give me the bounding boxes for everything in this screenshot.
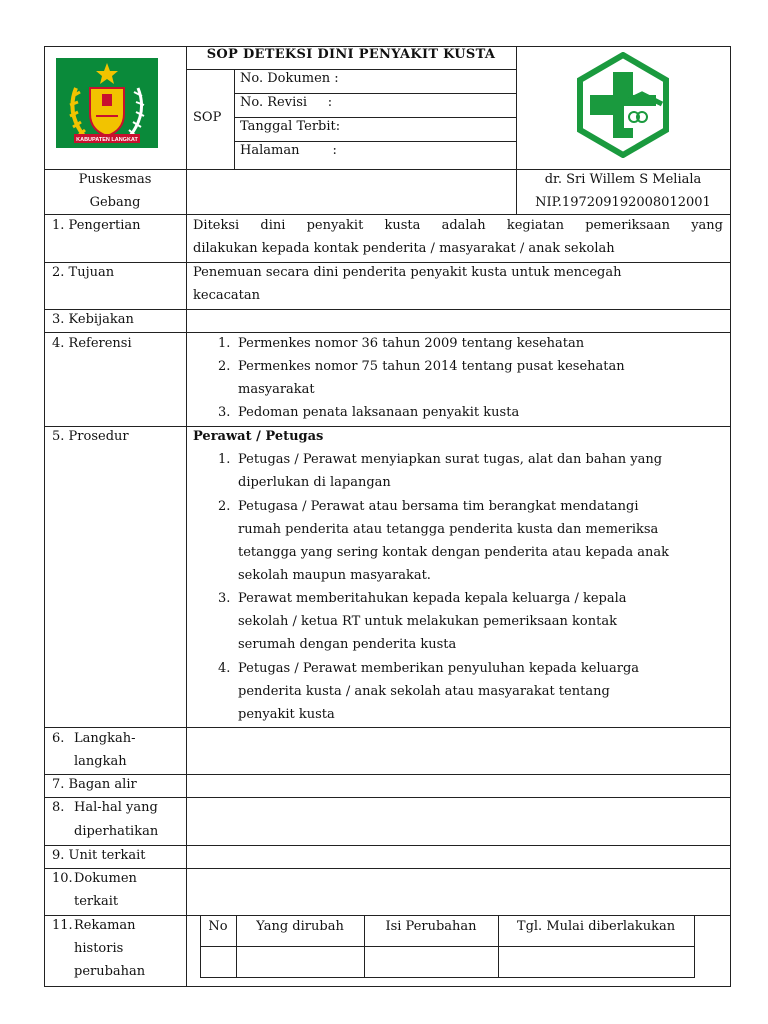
label-prosedur: 5. Prosedur <box>52 429 129 444</box>
pengertian-line1: Diteksi dini penyakit kusta adalah kegiatan pemeriksaan yang <box>193 218 723 233</box>
label-unit-terkait: 9. Unit terkait <box>52 848 146 863</box>
tujuan-line2: kecacatan <box>193 288 260 303</box>
sop-label: SOP <box>193 110 222 125</box>
referensi-item-2: Permenkes nomor 75 tahun 2014 tentang pusat kesehatan <box>238 359 625 374</box>
document-title: SOP DETEKSI DINI PENYAKIT KUSTA <box>206 47 496 62</box>
label-hal-line1: Hal-hal yang <box>74 800 158 815</box>
label-bagan-alir: 7. Bagan alir <box>52 777 137 792</box>
signer-name: dr. Sri Willem S Meliala <box>544 172 702 187</box>
prosedur-num-1: 1. <box>218 452 231 467</box>
label-dokumen-line2: terkait <box>74 894 119 909</box>
label-hal-num: 8. <box>52 800 65 815</box>
puskesmas-logo <box>576 52 670 158</box>
referensi-item-3: Pedoman penata laksanaan penyakit kusta <box>238 405 520 420</box>
meta-halaman: Halaman : <box>240 143 337 158</box>
prosedur-2-line2: rumah penderita atau tetangga penderita kusta dan memeriksa <box>238 522 659 537</box>
pengertian-line2: dilakukan kepada kontak penderita / masyarakat / anak sekolah <box>193 241 615 256</box>
referensi-num-1: 1. <box>218 336 231 351</box>
label-rekaman-line1: Rekaman <box>74 918 136 933</box>
referensi-item-1: Permenkes nomor 36 tahun 2009 tentang kesehatan <box>238 336 585 351</box>
referensi-item-2b: masyarakat <box>238 382 315 397</box>
kabupaten-logo <box>56 58 158 148</box>
prosedur-4-line1: Petugas / Perawat memberikan penyuluhan kepada keluarga <box>238 661 640 676</box>
prosedur-2-line3: tetangga yang sering kontak dengan penderita atau kepada anak <box>238 545 670 560</box>
logo-ribbon-text: KABUPATEN LANGKAT <box>76 137 138 143</box>
label-hal-line2: diperhatikan <box>74 824 159 839</box>
label-kebijakan: 3. Kebijakan <box>52 312 134 327</box>
label-rekaman-line3: perubahan <box>74 964 146 979</box>
prosedur-1-line2: diperlukan di lapangan <box>238 475 391 490</box>
label-dokumen-num: 10. <box>52 871 73 886</box>
org-line2: Gebang <box>89 195 141 210</box>
prosedur-3-line1: Perawat memberitahukan kepada kepala keluarga / kepala <box>238 591 627 606</box>
label-pengertian: 1. Pengertian <box>52 218 141 233</box>
prosedur-num-3: 3. <box>218 591 231 606</box>
prosedur-num-2: 2. <box>218 499 231 514</box>
org-line1: Puskesmas <box>78 172 152 187</box>
label-rekaman-line2: historis <box>74 941 124 956</box>
rekaman-header-no: No <box>208 919 228 934</box>
signer-nip: NIP.197209192008012001 <box>535 195 711 210</box>
prosedur-num-4: 4. <box>218 661 231 676</box>
label-tujuan: 2. Tujuan <box>52 265 115 280</box>
label-langkah-line1: Langkah- <box>74 731 136 746</box>
rekaman-header-isi-perubahan: Isi Perubahan <box>385 919 477 934</box>
prosedur-2-line1: Petugasa / Perawat atau bersama tim berangkat mendatangi <box>238 499 639 514</box>
prosedur-3-line2: sekolah / ketua RT untuk melakukan pemeriksaan kontak <box>238 614 617 629</box>
prosedur-3-line3: serumah dengan penderita kusta <box>238 637 457 652</box>
label-referensi: 4. Referensi <box>52 336 132 351</box>
tujuan-line1: Penemuan secara dini penderita penyakit kusta untuk mencegah <box>193 265 622 280</box>
prosedur-1-line1: Petugas / Perawat menyiapkan surat tugas, alat dan bahan yang <box>238 452 663 467</box>
referensi-num-3: 3. <box>218 405 231 420</box>
prosedur-4-line2: penderita kusta / anak sekolah atau masyarakat tentang <box>238 684 610 699</box>
meta-tanggal-terbit: Tanggal Terbit: <box>240 119 341 134</box>
referensi-num-2: 2. <box>218 359 231 374</box>
meta-no-revisi: No. Revisi : <box>240 95 333 110</box>
prosedur-2-line4: sekolah maupun masyarakat. <box>238 568 431 583</box>
rekaman-header-tgl-mulai: Tgl. Mulai diberlakukan <box>516 919 676 934</box>
label-rekaman-num: 11. <box>52 918 73 933</box>
label-langkah-line2: langkah <box>74 754 127 769</box>
meta-no-dokumen: No. Dokumen : <box>240 71 339 86</box>
label-dokumen-line1: Dokumen <box>74 871 137 886</box>
prosedur-heading: Perawat / Petugas <box>193 429 324 444</box>
label-langkah-num: 6. <box>52 731 65 746</box>
prosedur-4-line3: penyakit kusta <box>238 707 335 722</box>
rekaman-header-yang-dirubah: Yang dirubah <box>256 919 344 934</box>
